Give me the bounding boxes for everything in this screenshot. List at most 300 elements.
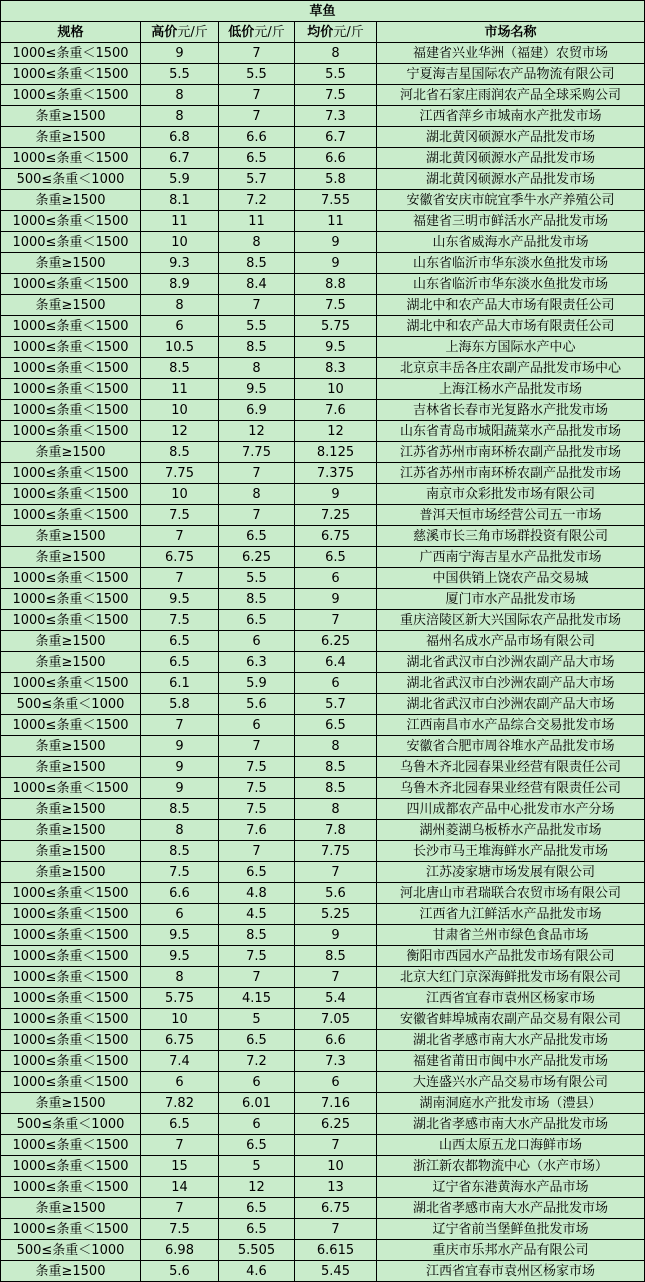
avg-price-cell: 6.7	[295, 127, 377, 148]
col-header-market: 市场名称	[377, 22, 645, 43]
spec-cell: 1000≤条重＜1500	[1, 1219, 141, 1240]
avg-price-cell: 7.25	[295, 505, 377, 526]
low-price-cell: 4.6	[219, 1261, 295, 1282]
table-row	[1, 547, 645, 568]
low-price-cell: 7.5	[219, 757, 295, 778]
market-name-cell: 湖北黄冈硕源水产品批发市场	[377, 169, 645, 190]
market-name-cell: 湖北省武汉市白沙洲农副产品大市场	[377, 673, 645, 694]
market-name-cell: 四川成都农产品中心批发市水产分场	[377, 799, 645, 820]
spec-cell: 1000≤条重＜1500	[1, 967, 141, 988]
market-name-cell: 河北唐山市君瑞联合农贸市场有限公司	[377, 883, 645, 904]
table-row	[1, 715, 645, 736]
market-name-cell: 江西省宜春市袁州区杨家市场	[377, 988, 645, 1009]
low-price-cell: 7.6	[219, 820, 295, 841]
market-name-cell: 长沙市马王堆海鲜水产品批发市场	[377, 841, 645, 862]
table-row	[1, 946, 645, 967]
spec-cell: 1000≤条重＜1500	[1, 925, 141, 946]
spec-cell: 条重≥1500	[1, 547, 141, 568]
spec-cell: 条重≥1500	[1, 1261, 141, 1282]
market-name-cell: 湖北省孝感市南大水产品批发市场	[377, 1198, 645, 1219]
low-price-cell: 11	[219, 211, 295, 232]
avg-price-cell: 6.6	[295, 1030, 377, 1051]
table-row	[1, 85, 645, 106]
table-row	[1, 127, 645, 148]
avg-price-cell: 7	[295, 610, 377, 631]
high-price-cell: 5.5	[141, 64, 219, 85]
market-name-cell: 江苏省苏州市南环桥农副产品批发市场	[377, 463, 645, 484]
low-price-cell: 8.5	[219, 589, 295, 610]
low-price-cell: 6.5	[219, 148, 295, 169]
spec-cell: 1000≤条重＜1500	[1, 232, 141, 253]
high-price-cell: 12	[141, 421, 219, 442]
table-row	[1, 148, 645, 169]
avg-price-cell: 9	[295, 253, 377, 274]
low-price-cell: 8.5	[219, 253, 295, 274]
col-header-high	[141, 22, 219, 43]
table-row	[1, 1240, 645, 1261]
avg-price-cell: 9.5	[295, 337, 377, 358]
market-name-cell: 江苏省苏州市南环桥农副产品批发市场	[377, 442, 645, 463]
low-price-cell: 7.2	[219, 1051, 295, 1072]
low-price-cell: 7	[219, 463, 295, 484]
low-price-cell: 5	[219, 1156, 295, 1177]
table-row	[1, 1009, 645, 1030]
low-price-cell: 5	[219, 1009, 295, 1030]
table-row	[1, 1156, 645, 1177]
table-row	[1, 1051, 645, 1072]
high-price-cell: 9.5	[141, 925, 219, 946]
high-price-cell: 6.5	[141, 652, 219, 673]
avg-price-cell: 7.16	[295, 1093, 377, 1114]
spec-cell: 条重≥1500	[1, 652, 141, 673]
table-row	[1, 43, 645, 64]
high-price-cell: 7.5	[141, 610, 219, 631]
spec-cell: 条重≥1500	[1, 1198, 141, 1219]
table-row	[1, 589, 645, 610]
avg-price-cell: 6.25	[295, 631, 377, 652]
table-row	[1, 1030, 645, 1051]
high-price-cell: 8	[141, 85, 219, 106]
spec-cell: 500≤条重＜1000	[1, 1114, 141, 1135]
avg-price-cell: 6.6	[295, 148, 377, 169]
low-price-cell: 6.6	[219, 127, 295, 148]
high-price-cell: 5.75	[141, 988, 219, 1009]
spec-cell: 500≤条重＜1000	[1, 694, 141, 715]
low-price-cell: 6	[219, 715, 295, 736]
table-row	[1, 673, 645, 694]
avg-price-cell: 5.8	[295, 169, 377, 190]
avg-price-cell: 10	[295, 1156, 377, 1177]
table-row	[1, 274, 645, 295]
high-price-cell: 15	[141, 1156, 219, 1177]
table-row	[1, 1072, 645, 1093]
low-price-cell: 6.25	[219, 547, 295, 568]
avg-price-cell: 5.45	[295, 1261, 377, 1282]
market-name-cell: 辽宁省东港黄海水产品市场	[377, 1177, 645, 1198]
table-row	[1, 694, 645, 715]
avg-price-cell: 6.5	[295, 547, 377, 568]
spec-cell: 1000≤条重＜1500	[1, 64, 141, 85]
header-row	[1, 22, 645, 43]
low-price-cell: 5.7	[219, 169, 295, 190]
high-price-cell: 7.75	[141, 463, 219, 484]
high-price-cell: 8.5	[141, 442, 219, 463]
market-name-cell: 重庆市乐邦水产品有限公司	[377, 1240, 645, 1261]
avg-price-cell: 6.25	[295, 1114, 377, 1135]
avg-price-cell: 9	[295, 484, 377, 505]
high-price-cell: 8	[141, 967, 219, 988]
spec-cell: 1000≤条重＜1500	[1, 148, 141, 169]
high-price-cell: 8	[141, 295, 219, 316]
high-price-cell: 14	[141, 1177, 219, 1198]
low-price-cell: 6.5	[219, 862, 295, 883]
market-name-cell: 厦门市水产品批发市场	[377, 589, 645, 610]
market-name-cell: 湖北省孝感市南大水产品批发市场	[377, 1030, 645, 1051]
spec-cell: 条重≥1500	[1, 862, 141, 883]
high-price-cell: 7	[141, 568, 219, 589]
table-row	[1, 904, 645, 925]
high-price-cell: 7.82	[141, 1093, 219, 1114]
low-price-cell: 8.4	[219, 274, 295, 295]
avg-price-cell: 5.4	[295, 988, 377, 1009]
spec-cell: 条重≥1500	[1, 631, 141, 652]
avg-price-cell: 13	[295, 1177, 377, 1198]
avg-price-cell: 8	[295, 43, 377, 64]
low-price-cell: 9.5	[219, 379, 295, 400]
spec-cell: 1000≤条重＜1500	[1, 1135, 141, 1156]
spec-cell: 1000≤条重＜1500	[1, 316, 141, 337]
market-name-cell: 安徽省安庆市皖宜季牛水产养殖公司	[377, 190, 645, 211]
table-row	[1, 337, 645, 358]
avg-price-cell: 8.8	[295, 274, 377, 295]
spec-cell: 1000≤条重＜1500	[1, 337, 141, 358]
table-row	[1, 190, 645, 211]
spec-cell: 条重≥1500	[1, 190, 141, 211]
market-name-cell: 福建省莆田市闽中水产品批发市场	[377, 1051, 645, 1072]
table-title: 草鱼	[1, 1, 645, 22]
spec-cell: 条重≥1500	[1, 757, 141, 778]
market-name-cell: 普洱天恒市场经营公司五一市场	[377, 505, 645, 526]
high-price-cell: 6.7	[141, 148, 219, 169]
market-name-cell: 江西省九江鲜活水产品批发市场	[377, 904, 645, 925]
low-price-cell: 6.5	[219, 526, 295, 547]
table-row	[1, 610, 645, 631]
avg-price-cell: 7	[295, 1219, 377, 1240]
spec-cell: 1000≤条重＜1500	[1, 589, 141, 610]
market-name-cell: 福州名成水产品市场有限公司	[377, 631, 645, 652]
table-row	[1, 169, 645, 190]
spec-cell: 1000≤条重＜1500	[1, 904, 141, 925]
low-price-cell: 5.5	[219, 568, 295, 589]
avg-price-cell: 6	[295, 1072, 377, 1093]
spec-cell: 条重≥1500	[1, 295, 141, 316]
col-header-high-unit: 元/斤	[177, 24, 208, 40]
avg-price-cell: 7.05	[295, 1009, 377, 1030]
market-name-cell: 福建省三明市鲜活水产品批发市场	[377, 211, 645, 232]
high-price-cell: 8.5	[141, 799, 219, 820]
table-row	[1, 358, 645, 379]
table-row	[1, 757, 645, 778]
spec-cell: 1000≤条重＜1500	[1, 274, 141, 295]
spec-cell: 1000≤条重＜1500	[1, 1072, 141, 1093]
market-name-cell: 辽宁省前当堡鲜鱼批发市场	[377, 1219, 645, 1240]
table-row	[1, 631, 645, 652]
table-row	[1, 652, 645, 673]
avg-price-cell: 5.25	[295, 904, 377, 925]
low-price-cell: 8.5	[219, 337, 295, 358]
table-row	[1, 1114, 645, 1135]
avg-price-cell: 7.3	[295, 106, 377, 127]
spec-cell: 1000≤条重＜1500	[1, 421, 141, 442]
avg-price-cell: 6	[295, 673, 377, 694]
low-price-cell: 7.5	[219, 778, 295, 799]
market-name-cell: 江西省宜春市袁州区杨家市场	[377, 1261, 645, 1282]
avg-price-cell: 7	[295, 967, 377, 988]
table-row	[1, 1198, 645, 1219]
avg-price-cell: 8.5	[295, 757, 377, 778]
avg-price-cell: 8.3	[295, 358, 377, 379]
avg-price-cell: 8	[295, 799, 377, 820]
high-price-cell: 10	[141, 484, 219, 505]
market-name-cell: 上海江杨水产品批发市场	[377, 379, 645, 400]
market-name-cell: 安徽省蚌埠城南农副产品交易有限公司	[377, 1009, 645, 1030]
high-price-cell: 8	[141, 820, 219, 841]
spec-cell: 1000≤条重＜1500	[1, 505, 141, 526]
table-row	[1, 841, 645, 862]
high-price-cell: 6	[141, 316, 219, 337]
high-price-cell: 5.8	[141, 694, 219, 715]
low-price-cell: 7	[219, 967, 295, 988]
table-row	[1, 1219, 645, 1240]
spec-cell: 1000≤条重＜1500	[1, 85, 141, 106]
table-row	[1, 1261, 645, 1282]
table-row	[1, 232, 645, 253]
market-name-cell: 湖南洞庭水产批发市场（澧县）	[377, 1093, 645, 1114]
low-price-cell: 7	[219, 295, 295, 316]
col-header-high-label: 高价	[151, 24, 178, 40]
low-price-cell: 7	[219, 736, 295, 757]
col-header-avg	[295, 22, 377, 43]
title-row	[1, 1, 645, 22]
col-header-spec: 规格	[1, 22, 141, 43]
low-price-cell: 5.5	[219, 64, 295, 85]
spec-cell: 500≤条重＜1000	[1, 1240, 141, 1261]
market-name-cell: 湖北黄冈硕源水产品批发市场	[377, 148, 645, 169]
high-price-cell: 10	[141, 1009, 219, 1030]
spec-cell: 1000≤条重＜1500	[1, 463, 141, 484]
low-price-cell: 8.5	[219, 925, 295, 946]
spec-cell: 1000≤条重＜1500	[1, 379, 141, 400]
high-price-cell: 6	[141, 1072, 219, 1093]
avg-price-cell: 6.4	[295, 652, 377, 673]
col-header-low-label: 低价	[228, 24, 255, 40]
avg-price-cell: 7.375	[295, 463, 377, 484]
spec-cell: 500≤条重＜1000	[1, 169, 141, 190]
spec-cell: 1000≤条重＜1500	[1, 1030, 141, 1051]
avg-price-cell: 7.8	[295, 820, 377, 841]
high-price-cell: 7.4	[141, 1051, 219, 1072]
market-name-cell: 宁夏海吉星国际农产品物流有限公司	[377, 64, 645, 85]
market-name-cell: 广西南宁海吉星水产品批发市场	[377, 547, 645, 568]
low-price-cell: 5.9	[219, 673, 295, 694]
low-price-cell: 7	[219, 43, 295, 64]
market-name-cell: 湖州菱湖乌板桥水产品批发市场	[377, 820, 645, 841]
low-price-cell: 6.5	[219, 1030, 295, 1051]
market-name-cell: 山东省威海水产品批发市场	[377, 232, 645, 253]
high-price-cell: 6	[141, 904, 219, 925]
table-row	[1, 799, 645, 820]
table-row	[1, 211, 645, 232]
avg-price-cell: 9	[295, 232, 377, 253]
avg-price-cell: 8.5	[295, 946, 377, 967]
low-price-cell: 6	[219, 631, 295, 652]
spec-cell: 1000≤条重＜1500	[1, 673, 141, 694]
market-name-cell: 江苏凌家塘市场发展有限公司	[377, 862, 645, 883]
high-price-cell: 7	[141, 1198, 219, 1219]
market-name-cell: 福建省兴业华洲（福建）农贸市场	[377, 43, 645, 64]
spec-cell: 条重≥1500	[1, 841, 141, 862]
table-row	[1, 253, 645, 274]
low-price-cell: 5.5	[219, 316, 295, 337]
avg-price-cell: 7.75	[295, 841, 377, 862]
market-name-cell: 河北省石家庄雨润农产品全球采购公司	[377, 85, 645, 106]
low-price-cell: 4.15	[219, 988, 295, 1009]
avg-price-cell: 11	[295, 211, 377, 232]
high-price-cell: 7	[141, 715, 219, 736]
table-row	[1, 463, 645, 484]
avg-price-cell: 7.6	[295, 400, 377, 421]
table-row	[1, 1093, 645, 1114]
spec-cell: 条重≥1500	[1, 526, 141, 547]
spec-cell: 条重≥1500	[1, 106, 141, 127]
market-name-cell: 上海东方国际水产中心	[377, 337, 645, 358]
spec-cell: 1000≤条重＜1500	[1, 484, 141, 505]
avg-price-cell: 7.5	[295, 85, 377, 106]
market-name-cell: 江西南昌市水产品综合交易批发市场	[377, 715, 645, 736]
table-row	[1, 526, 645, 547]
low-price-cell: 6.01	[219, 1093, 295, 1114]
high-price-cell: 8.5	[141, 358, 219, 379]
low-price-cell: 5.505	[219, 1240, 295, 1261]
avg-price-cell: 5.75	[295, 316, 377, 337]
low-price-cell: 7.5	[219, 946, 295, 967]
low-price-cell: 6	[219, 1114, 295, 1135]
avg-price-cell: 6	[295, 568, 377, 589]
market-name-cell: 吉林省长春市光复路水产批发市场	[377, 400, 645, 421]
low-price-cell: 7	[219, 85, 295, 106]
avg-price-cell: 7	[295, 862, 377, 883]
spec-cell: 条重≥1500	[1, 736, 141, 757]
high-price-cell: 6.6	[141, 883, 219, 904]
spec-cell: 1000≤条重＜1500	[1, 883, 141, 904]
high-price-cell: 6.8	[141, 127, 219, 148]
avg-price-cell: 9	[295, 589, 377, 610]
high-price-cell: 8.5	[141, 841, 219, 862]
spec-cell: 1000≤条重＜1500	[1, 43, 141, 64]
low-price-cell: 5.6	[219, 694, 295, 715]
market-name-cell: 湖北中和农产品大市场有限责任公司	[377, 295, 645, 316]
low-price-cell: 7.5	[219, 799, 295, 820]
spec-cell: 1000≤条重＜1500	[1, 358, 141, 379]
high-price-cell: 9	[141, 43, 219, 64]
high-price-cell: 10.5	[141, 337, 219, 358]
market-name-cell: 浙江新农都物流中心（水产市场）	[377, 1156, 645, 1177]
low-price-cell: 7	[219, 841, 295, 862]
col-header-low-unit: 元/斤	[254, 24, 285, 40]
low-price-cell: 6	[219, 1072, 295, 1093]
table-row	[1, 64, 645, 85]
table-row	[1, 568, 645, 589]
table-body	[1, 43, 645, 1282]
table-row	[1, 967, 645, 988]
market-name-cell: 山东省青岛市城阳蔬菜水产品批发市场	[377, 421, 645, 442]
high-price-cell: 9	[141, 757, 219, 778]
market-name-cell: 慈溪市长三角市场群投资有限公司	[377, 526, 645, 547]
market-name-cell: 湖北中和农产品大市场有限责任公司	[377, 316, 645, 337]
high-price-cell: 9	[141, 778, 219, 799]
high-price-cell: 5.6	[141, 1261, 219, 1282]
high-price-cell: 10	[141, 232, 219, 253]
high-price-cell: 9.3	[141, 253, 219, 274]
avg-price-cell: 8.125	[295, 442, 377, 463]
low-price-cell: 6.5	[219, 610, 295, 631]
table-row	[1, 484, 645, 505]
low-price-cell: 8	[219, 358, 295, 379]
avg-price-cell: 10	[295, 379, 377, 400]
high-price-cell: 7	[141, 1135, 219, 1156]
avg-price-cell: 5.6	[295, 883, 377, 904]
spec-cell: 1000≤条重＜1500	[1, 1156, 141, 1177]
spec-cell: 1000≤条重＜1500	[1, 988, 141, 1009]
market-name-cell: 北京大红门京深海鲜批发市场有限公司	[377, 967, 645, 988]
market-name-cell: 山西太原五龙口海鲜市场	[377, 1135, 645, 1156]
avg-price-cell: 7.5	[295, 295, 377, 316]
spec-cell: 条重≥1500	[1, 799, 141, 820]
avg-price-cell: 6.75	[295, 526, 377, 547]
avg-price-cell: 12	[295, 421, 377, 442]
spec-cell: 1000≤条重＜1500	[1, 1051, 141, 1072]
table-row	[1, 1135, 645, 1156]
market-name-cell: 乌鲁木齐北园春果业经营有限责任公司	[377, 757, 645, 778]
market-name-cell: 乌鲁木齐北园春果业经营有限责任公司	[377, 778, 645, 799]
avg-price-cell: 8	[295, 736, 377, 757]
spec-cell: 1000≤条重＜1500	[1, 568, 141, 589]
table-row	[1, 1177, 645, 1198]
avg-price-cell: 7	[295, 1135, 377, 1156]
spec-cell: 条重≥1500	[1, 820, 141, 841]
table-row	[1, 505, 645, 526]
high-price-cell: 9.5	[141, 946, 219, 967]
low-price-cell: 7.2	[219, 190, 295, 211]
high-price-cell: 6.1	[141, 673, 219, 694]
market-name-cell: 江西省萍乡市城南水产批发市场	[377, 106, 645, 127]
table-row	[1, 400, 645, 421]
low-price-cell: 7.75	[219, 442, 295, 463]
market-name-cell: 重庆涪陵区新大兴国际农产品批发市场	[377, 610, 645, 631]
spec-cell: 条重≥1500	[1, 253, 141, 274]
high-price-cell: 5.9	[141, 169, 219, 190]
market-name-cell: 中国供销上饶农产品交易城	[377, 568, 645, 589]
market-name-cell: 大连盛兴水产品交易市场有限公司	[377, 1072, 645, 1093]
market-name-cell: 湖北省武汉市白沙洲农副产品大市场	[377, 652, 645, 673]
table-row	[1, 778, 645, 799]
spec-cell: 条重≥1500	[1, 1093, 141, 1114]
spec-cell: 1000≤条重＜1500	[1, 400, 141, 421]
low-price-cell: 6.3	[219, 652, 295, 673]
low-price-cell: 6.5	[219, 1198, 295, 1219]
table-row	[1, 988, 645, 1009]
spec-cell: 1000≤条重＜1500	[1, 946, 141, 967]
